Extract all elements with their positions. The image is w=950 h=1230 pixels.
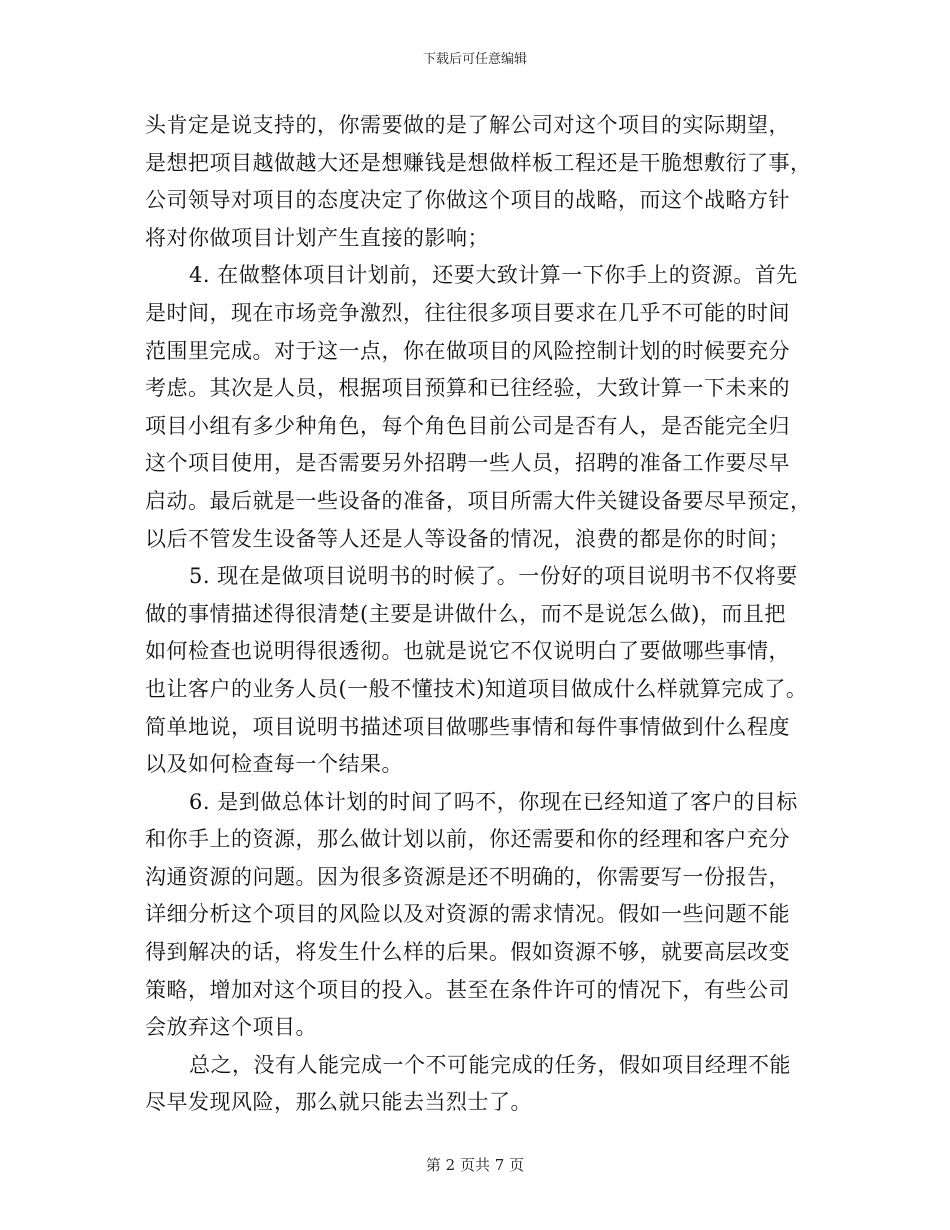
paragraph-line: 项目小组有多少种角色，每个角色目前公司是否有人，是否能完全归 (145, 413, 790, 438)
paragraph-first-line: 5. 现在是做项目说明书的时候了。一份好的项目说明书不仅将要 (189, 564, 798, 589)
paragraph-line: 以及如何检查每一个结果。 (145, 752, 403, 777)
paragraph-line: 详细分析这个项目的风险以及对资源的需求情况。假如一些问题不能 (145, 902, 790, 927)
paragraph-line: 沟通资源的问题。因为很多资源是还不明确的，你需要写一份报告， (145, 864, 790, 889)
paragraph-line: 策略，增加对这个项目的投入。甚至在条件许可的情况下，有些公司 (145, 977, 790, 1002)
paragraph-line: 考虑。其次是人员，根据项目预算和已往经验，大致计算一下未来的 (145, 376, 790, 401)
paragraph-line: 将对你做项目计划产生直接的影响； (145, 225, 489, 250)
paragraph-line: 头肯定是说支持的，你需要做的是了解公司对这个项目的实际期望， (145, 113, 790, 137)
paragraph-line: 启动。最后就是一些设备的准备，项目所需大件关键设备要尽早预定， (145, 488, 812, 513)
page-header: 下载后可任意编辑 (422, 52, 527, 67)
paragraph-line: 是时间，现在市场竞争激烈，往往很多项目要求在几乎不可能的时间 (145, 300, 790, 325)
paragraph-line: 会放弃这个项目。 (145, 1015, 317, 1040)
paragraph-line: 得到解决的话，将发生什么样的后果。假如资源不够，就要高层改变 (145, 940, 790, 965)
paragraph-first-line: 6. 是到做总体计划的时间了吗不，你现在已经知道了客户的目标 (189, 789, 798, 814)
paragraph-line: 范围里完成。对于这一点，你在做项目的风险控制计划的时候要充分 (145, 338, 790, 363)
paragraph-line: 简单地说，项目说明书描述项目做哪些事情和每件事情做到什么程度 (145, 714, 790, 739)
paragraph-line: 这个项目使用，是否需要另外招聘一些人员，招聘的准备工作要尽早 (145, 451, 790, 476)
paragraph-line: 做的事情描述得很清楚(主要是讲做什么，而不是说怎么做)，而且把 (145, 601, 786, 626)
paragraph-line: 公司领导对项目的态度决定了你做这个项目的战略，而这个战略方针 (145, 188, 790, 213)
paragraph-line: 如何检查也说明得很透彻。也就是说它不仅说明白了要做哪些事情， (145, 639, 790, 664)
paragraph-line: 是想把项目越做越大还是想赚钱是想做样板工程还是干脆想敷衍了事， (145, 150, 812, 175)
document-body (145, 107, 812, 1122)
paragraph-line: 尽早发现风险，那么就只能去当烈士了。 (145, 1090, 532, 1115)
page-number-footer: 第 2 页共 7 页 (425, 1156, 525, 1174)
paragraph-line: 以后不管发生设备等人还是人等设备的情况，浪费的都是你的时间； (145, 526, 790, 551)
paragraph-line: 也让客户的业务人员(一般不懂技术)知道项目做成什么样就算完成了。 (145, 676, 808, 701)
paragraph-first-line: 4. 在做整体项目计划前，还要大致计算一下你手上的资源。首先 (189, 263, 798, 288)
paragraph-first-line: 总之，没有人能完成一个不可能完成的任务，假如项目经理不能 (189, 1052, 791, 1077)
paragraph-line: 和你手上的资源，那么做计划以前，你还需要和你的经理和客户充分 (145, 827, 790, 852)
